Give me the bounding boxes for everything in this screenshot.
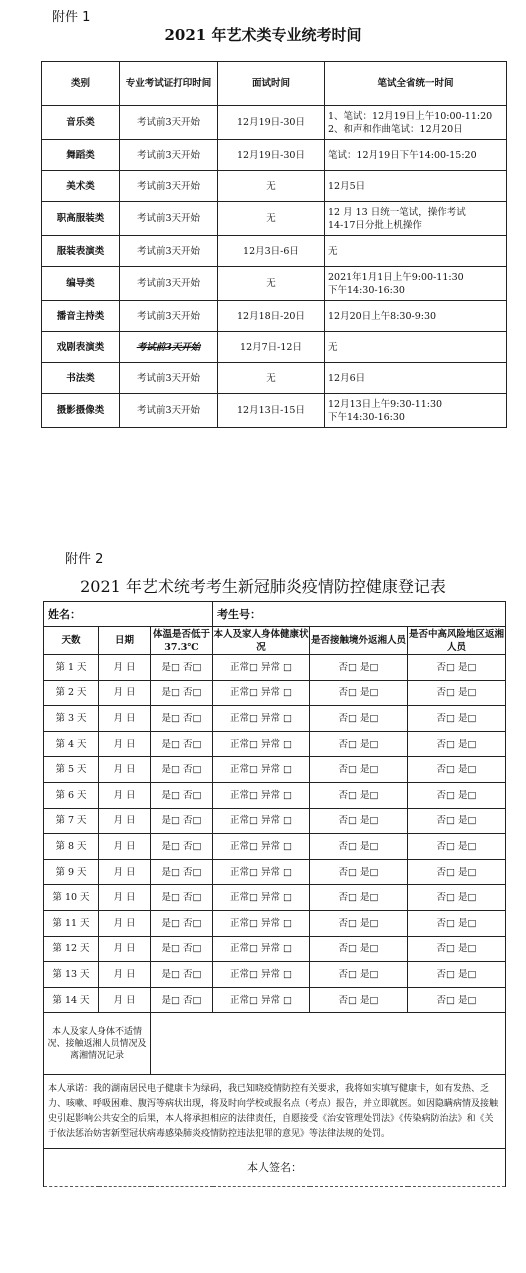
date-cell: 月 日 xyxy=(99,655,151,681)
header-interview-time: 面试时间 xyxy=(218,62,325,106)
day-cell: 第 3 天 xyxy=(44,706,99,732)
date-cell: 月 日 xyxy=(99,808,151,834)
table-row xyxy=(44,731,506,757)
category-cell: 服装表演类 xyxy=(42,236,120,267)
date-cell: 月 日 xyxy=(99,859,151,885)
overseas-contact-checkbox-cell[interactable]: 否□ 是□ xyxy=(310,910,408,936)
table-row xyxy=(44,706,506,732)
written-time-line: 下午14:30-16:30 xyxy=(328,411,405,423)
written-time-line: 无 xyxy=(328,341,338,353)
risk-area-checkbox-cell[interactable]: 否□ 是□ xyxy=(408,936,506,962)
note-label: 本人及家人身体不适情况、接触返湘人员情况及离湘情况记录 xyxy=(44,1013,151,1075)
written-time-line: 12月13日上午9:30-11:30 xyxy=(328,398,443,410)
risk-area-checkbox-cell[interactable]: 否□ 是□ xyxy=(408,859,506,885)
table-row xyxy=(42,267,507,301)
temperature-checkbox-cell[interactable]: 是□ 否□ xyxy=(151,885,213,911)
written-time-cell xyxy=(325,171,507,202)
written-time-line: 12月6日 xyxy=(328,372,366,384)
header-category: 类别 xyxy=(42,62,120,106)
category-cell: 戏剧表演类 xyxy=(42,332,120,363)
temperature-checkbox-cell[interactable]: 是□ 否□ xyxy=(151,834,213,860)
temperature-checkbox-cell[interactable]: 是□ 否□ xyxy=(151,706,213,732)
day-cell: 第 6 天 xyxy=(44,782,99,808)
temperature-checkbox-cell[interactable]: 是□ 否□ xyxy=(151,910,213,936)
written-time-cell xyxy=(325,106,507,140)
promise-text: 本人承诺：我的湖南居民电子健康卡为绿码，我已知晓疫情防控有关要求，我将如实填写健康卡，如有发热、乏力、咳嗽、呼吸困难、腹泻等病状出现，将及时向学校或报名点（考点）报告，并立即就医。如因隐瞒病情及接触史引起影响公共安全的后果，本人将承担相应的法律责任，自愿接受《治安管理处罚法》《传染病防治法》和《关于依法惩治妨害新型冠状病毒感染肺炎疫情防控违法犯罪的意见》等法律法规的处罚。 xyxy=(44,1075,506,1149)
health-checkbox-cell[interactable]: 正常□ 异常 □ xyxy=(213,885,310,911)
health-checkbox-cell[interactable]: 正常□ 异常 □ xyxy=(213,962,310,988)
print-time-cell: 考试前3天开始 xyxy=(120,267,218,301)
category-cell: 音乐类 xyxy=(42,106,120,140)
date-cell: 月 日 xyxy=(99,936,151,962)
interview-time-cell: 12月19日-30日 xyxy=(218,106,325,140)
overseas-contact-checkbox-cell[interactable]: 否□ 是□ xyxy=(310,782,408,808)
table-row xyxy=(42,140,507,171)
header-day: 天数 xyxy=(44,627,99,655)
written-time-cell xyxy=(325,301,507,332)
date-cell: 月 日 xyxy=(99,910,151,936)
day-cell: 第 12 天 xyxy=(44,936,99,962)
overseas-contact-checkbox-cell[interactable]: 否□ 是□ xyxy=(310,885,408,911)
print-time-cell: 考试前3天开始 xyxy=(120,301,218,332)
date-cell: 月 日 xyxy=(99,987,151,1013)
health-checkbox-cell[interactable]: 正常□ 异常 □ xyxy=(213,680,310,706)
written-time-cell xyxy=(325,363,507,394)
table-row xyxy=(44,885,506,911)
risk-area-checkbox-cell[interactable]: 否□ 是□ xyxy=(408,680,506,706)
day-cell: 第 7 天 xyxy=(44,808,99,834)
health-checkbox-cell[interactable]: 正常□ 异常 □ xyxy=(213,859,310,885)
header-print-time: 专业考试证打印时间 xyxy=(120,62,218,106)
table-row xyxy=(42,171,507,202)
risk-area-checkbox-cell[interactable]: 否□ 是□ xyxy=(408,782,506,808)
health-checkbox-cell[interactable]: 正常□ 异常 □ xyxy=(213,706,310,732)
table-row xyxy=(44,962,506,988)
signature-row xyxy=(44,1149,506,1187)
interview-time-cell: 12月7日-12日 xyxy=(218,332,325,363)
signature-label[interactable]: 本人签名： xyxy=(44,1149,506,1187)
table-row xyxy=(42,202,507,236)
health-checkbox-cell[interactable]: 正常□ 异常 □ xyxy=(213,757,310,783)
header-written-time: 笔试全省统一时间 xyxy=(325,62,507,106)
category-cell: 美术类 xyxy=(42,171,120,202)
note-field[interactable] xyxy=(151,1013,506,1075)
table-row xyxy=(44,987,506,1013)
note-row xyxy=(44,1013,506,1075)
overseas-contact-checkbox-cell[interactable]: 否□ 是□ xyxy=(310,757,408,783)
print-time-cell: 考试前3天开始 xyxy=(120,363,218,394)
date-cell: 月 日 xyxy=(99,757,151,783)
written-time-cell xyxy=(325,202,507,236)
health-checkbox-cell[interactable]: 正常□ 异常 □ xyxy=(213,731,310,757)
risk-area-checkbox-cell[interactable]: 否□ 是□ xyxy=(408,834,506,860)
written-time-cell xyxy=(325,236,507,267)
name-row xyxy=(44,602,506,627)
interview-time-cell: 12月13日-15日 xyxy=(218,394,325,428)
health-checkbox-cell[interactable]: 正常□ 异常 □ xyxy=(213,834,310,860)
table-row xyxy=(42,394,507,428)
attachment-2-title: 2021 年艺术统考考生新冠肺炎疫情防控健康登记表 xyxy=(80,577,446,596)
temperature-checkbox-cell[interactable]: 是□ 否□ xyxy=(151,808,213,834)
temperature-checkbox-cell[interactable]: 是□ 否□ xyxy=(151,655,213,681)
day-cell: 第 8 天 xyxy=(44,834,99,860)
name-label: 姓名： xyxy=(44,602,213,627)
day-cell: 第 4 天 xyxy=(44,731,99,757)
overseas-contact-checkbox-cell[interactable]: 否□ 是□ xyxy=(310,859,408,885)
exam-number-label: 考生号： xyxy=(213,602,506,627)
risk-area-checkbox-cell[interactable]: 否□ 是□ xyxy=(408,987,506,1013)
print-time-cell: 考试前3天开始 xyxy=(120,106,218,140)
overseas-contact-checkbox-cell[interactable]: 否□ 是□ xyxy=(310,680,408,706)
written-time-line: 14-17日分批上机操作 xyxy=(328,219,422,231)
written-time-cell xyxy=(325,140,507,171)
table-row xyxy=(44,859,506,885)
written-time-line: 12 月 13 日统一笔试，操作考试 xyxy=(328,206,466,218)
exam-schedule-table xyxy=(41,61,507,428)
date-cell: 月 日 xyxy=(99,782,151,808)
overseas-contact-checkbox-cell[interactable]: 否□ 是□ xyxy=(310,936,408,962)
header-overseas-contact: 是否接触境外返湘人员 xyxy=(310,627,408,655)
risk-area-checkbox-cell[interactable]: 否□ 是□ xyxy=(408,655,506,681)
health-checkbox-cell[interactable]: 正常□ 异常 □ xyxy=(213,936,310,962)
day-cell: 第 14 天 xyxy=(44,987,99,1013)
risk-area-checkbox-cell[interactable]: 否□ 是□ xyxy=(408,808,506,834)
category-cell: 编导类 xyxy=(42,267,120,301)
temperature-checkbox-cell[interactable]: 是□ 否□ xyxy=(151,680,213,706)
table-row xyxy=(42,236,507,267)
date-cell: 月 日 xyxy=(99,680,151,706)
print-time-cell: 考试前3天开始 xyxy=(120,140,218,171)
table-row xyxy=(44,757,506,783)
table-row xyxy=(44,782,506,808)
health-checkbox-cell[interactable]: 正常□ 异常 □ xyxy=(213,808,310,834)
health-checkbox-cell[interactable]: 正常□ 异常 □ xyxy=(213,987,310,1013)
table-row xyxy=(44,936,506,962)
table-row xyxy=(44,834,506,860)
interview-time-cell: 无 xyxy=(218,363,325,394)
overseas-contact-checkbox-cell[interactable]: 否□ 是□ xyxy=(310,834,408,860)
risk-area-checkbox-cell[interactable]: 否□ 是□ xyxy=(408,757,506,783)
day-cell: 第 13 天 xyxy=(44,962,99,988)
temperature-checkbox-cell[interactable]: 是□ 否□ xyxy=(151,936,213,962)
risk-area-checkbox-cell[interactable]: 否□ 是□ xyxy=(408,910,506,936)
interview-time-cell: 无 xyxy=(218,267,325,301)
attachment-2-label: 附件 2 xyxy=(65,552,104,567)
written-time-line: 笔试：12月19日下午14:00-15:20 xyxy=(328,149,477,161)
overseas-contact-checkbox-cell[interactable]: 否□ 是□ xyxy=(310,731,408,757)
overseas-contact-checkbox-cell[interactable]: 否□ 是□ xyxy=(310,808,408,834)
interview-time-cell: 无 xyxy=(218,171,325,202)
print-time-cell: 考试前3天开始 xyxy=(120,236,218,267)
day-cell: 第 2 天 xyxy=(44,680,99,706)
day-cell: 第 11 天 xyxy=(44,910,99,936)
health-checkbox-cell[interactable]: 正常□ 异常 □ xyxy=(213,782,310,808)
written-time-line: 12月20日上午8:30-9:30 xyxy=(328,310,437,322)
attachment-1-label: 附件 1 xyxy=(52,10,91,25)
day-cell: 第 5 天 xyxy=(44,757,99,783)
date-cell: 月 日 xyxy=(99,834,151,860)
category-cell: 职高服装类 xyxy=(42,202,120,236)
date-cell: 月 日 xyxy=(99,962,151,988)
written-time-cell xyxy=(325,394,507,428)
risk-area-checkbox-cell[interactable]: 否□ 是□ xyxy=(408,885,506,911)
day-cell: 第 10 天 xyxy=(44,885,99,911)
overseas-contact-checkbox-cell[interactable]: 否□ 是□ xyxy=(310,962,408,988)
attachment-1-title: 2021 年艺术类专业统考时间 xyxy=(164,26,362,44)
interview-time-cell: 12月3日-6日 xyxy=(218,236,325,267)
table-row xyxy=(42,301,507,332)
table-header-row xyxy=(42,62,507,106)
written-time-line: 2021年1月1日上午9:00-11:30 xyxy=(328,271,464,283)
risk-area-checkbox-cell[interactable]: 否□ 是□ xyxy=(408,731,506,757)
category-cell: 播音主持类 xyxy=(42,301,120,332)
temperature-checkbox-cell[interactable]: 是□ 否□ xyxy=(151,731,213,757)
temperature-checkbox-cell[interactable]: 是□ 否□ xyxy=(151,962,213,988)
written-time-line: 无 xyxy=(328,245,338,257)
written-time-cell xyxy=(325,267,507,301)
written-time-cell xyxy=(325,332,507,363)
written-time-line: 下午14:30-16:30 xyxy=(328,284,405,296)
temperature-checkbox-cell[interactable]: 是□ 否□ xyxy=(151,987,213,1013)
header-date: 日期 xyxy=(99,627,151,655)
header-temperature: 体温是否低于37.3℃ xyxy=(151,627,213,655)
health-registration-table xyxy=(43,601,506,1187)
category-cell: 摄影摄像类 xyxy=(42,394,120,428)
print-time-cell: 考试前3天开始 xyxy=(120,332,218,363)
temperature-checkbox-cell[interactable]: 是□ 否□ xyxy=(151,859,213,885)
overseas-contact-checkbox-cell[interactable]: 否□ 是□ xyxy=(310,706,408,732)
temperature-checkbox-cell[interactable]: 是□ 否□ xyxy=(151,757,213,783)
header-risk-area: 是否中高风险地区返湘人员 xyxy=(409,628,505,653)
health-checkbox-cell[interactable]: 正常□ 异常 □ xyxy=(213,910,310,936)
temperature-checkbox-cell[interactable]: 是□ 否□ xyxy=(151,782,213,808)
table-row xyxy=(44,910,506,936)
risk-area-checkbox-cell[interactable]: 否□ 是□ xyxy=(408,706,506,732)
risk-area-checkbox-cell[interactable]: 否□ 是□ xyxy=(408,962,506,988)
date-cell: 月 日 xyxy=(99,885,151,911)
table-row xyxy=(42,363,507,394)
overseas-contact-checkbox-cell[interactable]: 否□ 是□ xyxy=(310,655,408,681)
table-row xyxy=(42,106,507,140)
table-row xyxy=(42,332,507,363)
table-row xyxy=(44,680,506,706)
category-cell: 舞蹈类 xyxy=(42,140,120,171)
health-header-row xyxy=(44,627,506,655)
written-time-line: 2、和声和作曲笔试：12月20日 xyxy=(328,123,463,135)
interview-time-cell: 12月18日-20日 xyxy=(218,301,325,332)
promise-row xyxy=(44,1075,506,1149)
table-row xyxy=(44,655,506,681)
overseas-contact-checkbox-cell[interactable]: 否□ 是□ xyxy=(310,987,408,1013)
print-time-cell: 考试前3天开始 xyxy=(120,202,218,236)
date-cell: 月 日 xyxy=(99,706,151,732)
table-row xyxy=(44,808,506,834)
date-cell: 月 日 xyxy=(99,731,151,757)
day-cell: 第 1 天 xyxy=(44,655,99,681)
written-time-line: 1、笔试：12月19日上午10:00-11:20 xyxy=(328,110,493,122)
header-health-status: 本人及家人身体健康状况 xyxy=(213,628,309,653)
written-time-line: 12月5日 xyxy=(328,180,366,192)
interview-time-cell: 12月19日-30日 xyxy=(218,140,325,171)
print-time-cell: 考试前3天开始 xyxy=(120,394,218,428)
health-checkbox-cell[interactable]: 正常□ 异常 □ xyxy=(213,655,310,681)
category-cell: 书法类 xyxy=(42,363,120,394)
interview-time-cell: 无 xyxy=(218,202,325,236)
day-cell: 第 9 天 xyxy=(44,859,99,885)
print-time-cell: 考试前3天开始 xyxy=(120,171,218,202)
